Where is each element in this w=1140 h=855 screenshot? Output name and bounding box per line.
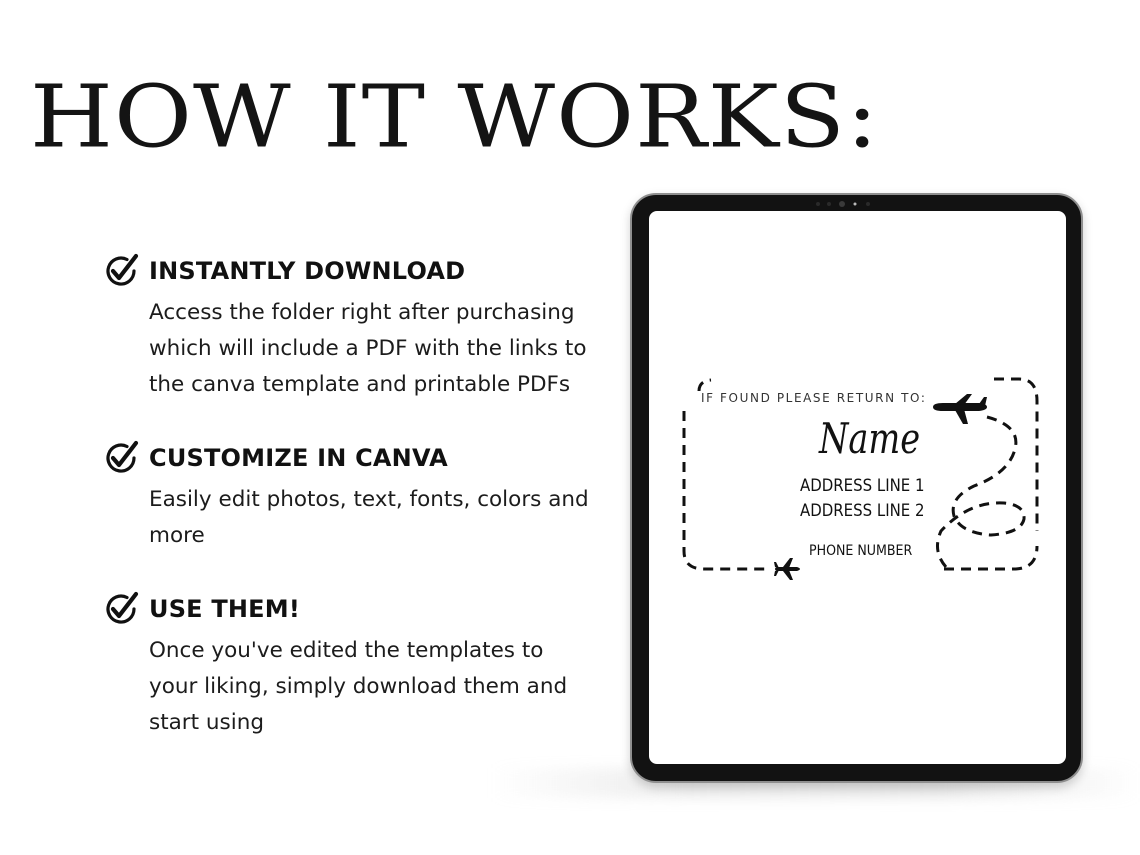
label-name: Name: [819, 414, 921, 463]
step-description: [149, 482, 619, 554]
step-title: CUSTOMIZE IN CANVA: [149, 444, 448, 472]
step-description-line: start using: [149, 710, 264, 735]
step-description-line: Access the folder right after purchasing: [149, 300, 575, 325]
airplane-icon: [931, 394, 989, 426]
tablet-mockup: [630, 193, 1083, 783]
step-description-line: Easily edit photos, text, fonts, colors and: [149, 487, 589, 512]
check-circle-icon: [103, 253, 139, 289]
step-header: [103, 438, 623, 478]
step-description-line: more: [149, 523, 205, 548]
step-use-them: [103, 589, 623, 741]
step-description: [149, 633, 619, 741]
step-header: [103, 589, 623, 629]
check-circle-icon: [103, 591, 139, 627]
label-address-line-1: ADDRESS LINE 1: [800, 476, 925, 496]
step-description: [149, 295, 619, 403]
airplane-icon: [773, 556, 801, 582]
label-phone: PHONE NUMBER: [809, 543, 913, 559]
step-title: INSTANTLY DOWNLOAD: [149, 257, 466, 285]
camera-icon: [812, 200, 882, 208]
label-heading: IF FOUND PLEASE RETURN TO:: [701, 391, 927, 405]
tablet-screen: [649, 211, 1066, 764]
step-description-line: your liking, simply download them and: [149, 674, 568, 699]
step-header: [103, 251, 623, 291]
check-circle-icon: [103, 440, 139, 476]
step-description-line: Once you've edited the templates to: [149, 638, 544, 663]
page-title: HOW IT WORKS:: [30, 66, 880, 168]
step-instantly-download: [103, 251, 623, 403]
step-description-line: the canva template and printable PDFs: [149, 372, 571, 397]
label-address-line-2: ADDRESS LINE 2: [800, 501, 925, 521]
step-description-line: which will include a PDF with the links to: [149, 336, 587, 361]
step-customize-in-canva: [103, 438, 623, 554]
step-title: USE THEM!: [149, 595, 301, 623]
